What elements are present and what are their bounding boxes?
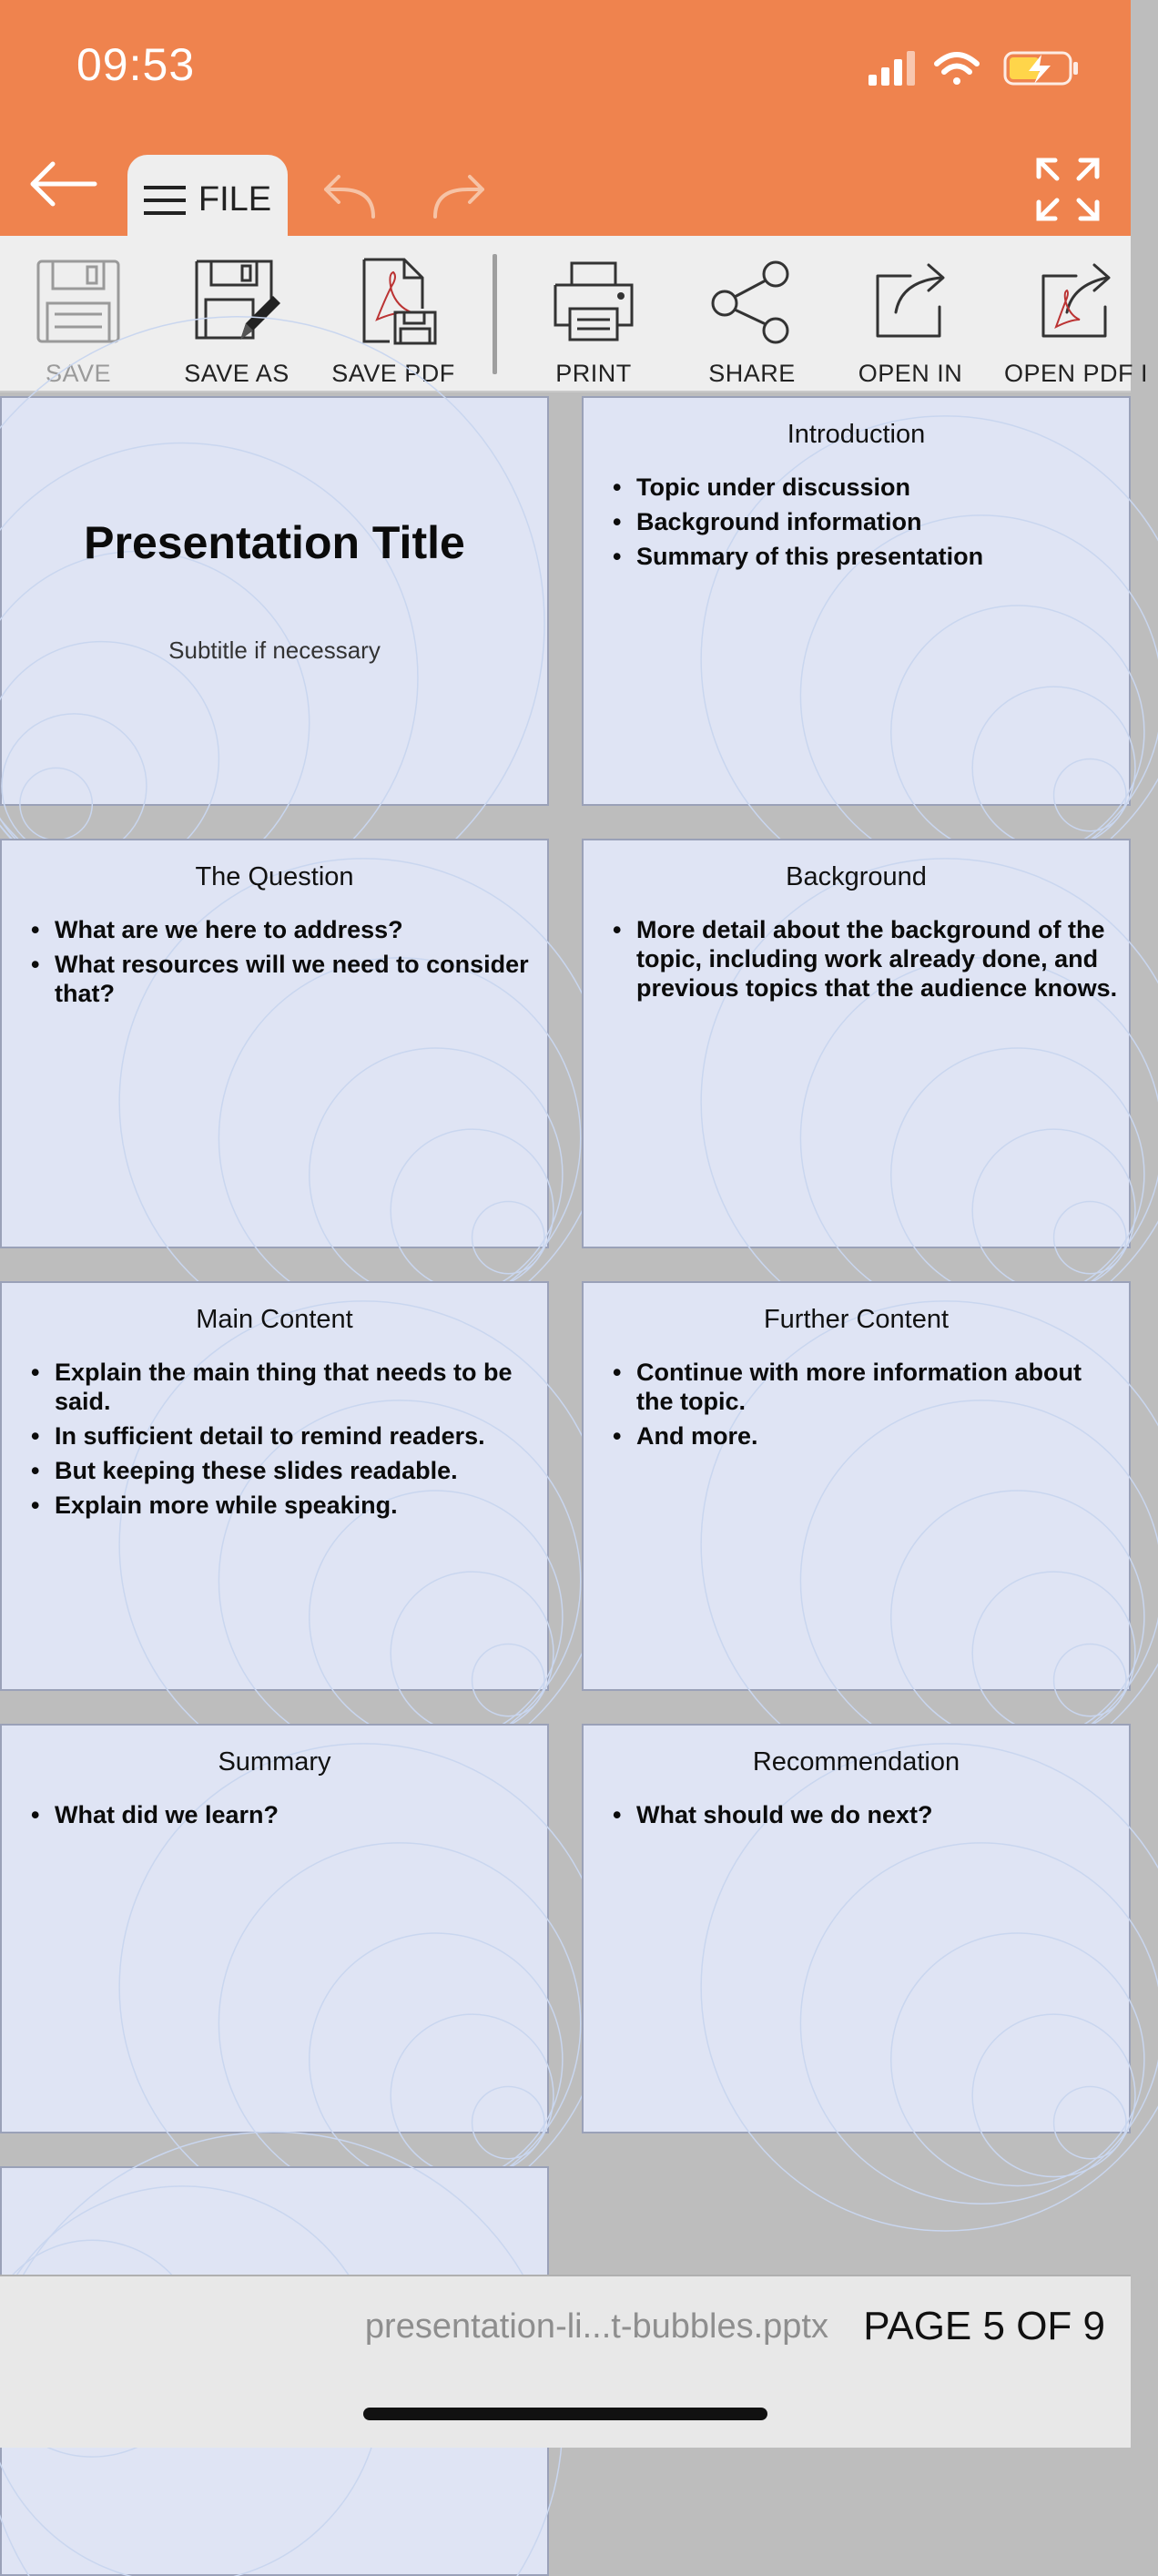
slide-title: Summary	[218, 1747, 331, 1777]
slide-thumbnail-1[interactable]	[0, 396, 549, 806]
back-arrow-icon[interactable]	[25, 157, 102, 211]
open-pdf-icon	[1031, 256, 1122, 347]
printer-icon	[548, 256, 639, 347]
slide-bullet-list	[611, 1358, 1121, 1456]
bullet-item: • And more.	[611, 1421, 1121, 1451]
signal-icon	[868, 51, 915, 86]
bullet-item: • Background information	[611, 507, 1121, 536]
bullet-item: • Explain the main thing that needs to be said.	[29, 1358, 539, 1416]
bubble-background	[584, 1283, 1129, 1689]
bullet-item: • More detail about the background of the topic, including work already done, and previous topics that the audience knows.	[611, 915, 1121, 1003]
status-time: 09:53	[76, 39, 196, 90]
slide-title: Further Content	[763, 1305, 950, 1334]
slide-title: Background	[786, 862, 927, 891]
open-pdf-label: OPEN PDF I	[1003, 360, 1149, 387]
bullet-item: • Explain more while speaking.	[29, 1491, 539, 1520]
bullet-item: • What are we here to address?	[29, 915, 539, 944]
undo-icon[interactable]	[319, 171, 382, 222]
page-indicator: PAGE 5 OF 9	[863, 2304, 1105, 2348]
open-in-button[interactable]	[847, 236, 974, 392]
fullscreen-icon[interactable]	[1033, 155, 1102, 224]
bullet-item: • What resources will we need to consider that?	[29, 950, 539, 1008]
slide-thumbnail-3[interactable]	[0, 839, 549, 1248]
slide-subtitle: Subtitle if necessary	[168, 636, 381, 664]
bubble-background	[2, 1726, 547, 2132]
slide-title: Introduction	[787, 420, 926, 449]
bubble-background	[584, 840, 1129, 1247]
file-tab-label: FILE	[198, 180, 272, 219]
bullet-item: • What did we learn?	[29, 1800, 539, 1829]
share-button[interactable]	[688, 236, 816, 392]
slide-title: The Question	[195, 862, 354, 891]
slide-thumbnail-4[interactable]	[582, 839, 1131, 1248]
slide-bullet-list	[29, 915, 539, 1013]
bubble-background	[2, 840, 547, 1247]
save-label: SAVE	[45, 360, 112, 387]
slide-thumbnail-grid	[0, 392, 1131, 2275]
bubble-background	[584, 1726, 1129, 2132]
print-button[interactable]	[530, 236, 657, 392]
hamburger-menu-icon	[144, 184, 186, 217]
floppy-disk-icon	[33, 256, 124, 347]
print-label: PRINT	[555, 360, 632, 387]
slide-thumbnail-6[interactable]	[582, 1281, 1131, 1691]
slide-thumbnail-2[interactable]	[582, 396, 1131, 806]
save-pdf-label: SAVE PDF	[331, 360, 455, 387]
redo-icon[interactable]	[426, 171, 490, 222]
share-icon	[706, 256, 797, 347]
app-header	[0, 0, 1131, 236]
bullet-item: • But keeping these slides readable.	[29, 1456, 539, 1485]
slide-bullet-list	[611, 915, 1121, 1008]
bubble-background	[584, 398, 1129, 804]
open-in-label: OPEN IN	[858, 360, 963, 387]
bullet-item: • Continue with more information about the topic.	[611, 1358, 1121, 1416]
home-indicator[interactable]	[363, 2408, 767, 2420]
file-toolbar	[0, 236, 1149, 392]
slide-title: Recommendation	[752, 1747, 960, 1777]
wifi-icon	[937, 55, 977, 85]
save-as-icon	[191, 256, 282, 347]
slide-bullet-list	[29, 1800, 539, 1835]
bullet-item: • Summary of this presentation	[611, 542, 1121, 571]
save-button[interactable]	[15, 236, 142, 392]
slide-bullet-list	[611, 1800, 1121, 1835]
toolbar-divider	[493, 254, 497, 374]
slide-bullet-list	[611, 473, 1121, 576]
battery-icon	[1005, 53, 1078, 84]
slide-title: Main Content	[196, 1305, 353, 1334]
share-label: SHARE	[708, 360, 796, 387]
bullet-item: • Topic under discussion	[611, 473, 1121, 502]
slide-main-title: Presentation Title	[84, 517, 465, 568]
slide-thumbnail-8[interactable]	[582, 1724, 1131, 2133]
slide-thumbnail-5[interactable]	[0, 1281, 549, 1691]
save-pdf-button[interactable]	[330, 236, 457, 392]
document-footer	[0, 2275, 1131, 2448]
save-as-label: SAVE AS	[184, 360, 290, 387]
status-icons	[868, 47, 1087, 89]
slide-bullet-list	[29, 1358, 539, 1525]
file-menu-tab[interactable]	[127, 155, 288, 241]
save-as-button[interactable]	[173, 236, 300, 392]
pdf-save-icon	[348, 256, 439, 347]
slide-thumbnail-7[interactable]	[0, 1724, 549, 2133]
bullet-item: • In sufficient detail to remind readers.	[29, 1421, 539, 1451]
open-pdf-in-button[interactable]	[994, 236, 1158, 392]
bullet-item: • What should we do next?	[611, 1800, 1121, 1829]
document-filename: presentation-li...t-bubbles.pptx	[364, 2307, 828, 2346]
open-in-icon	[865, 256, 956, 347]
bubble-background	[2, 398, 547, 804]
